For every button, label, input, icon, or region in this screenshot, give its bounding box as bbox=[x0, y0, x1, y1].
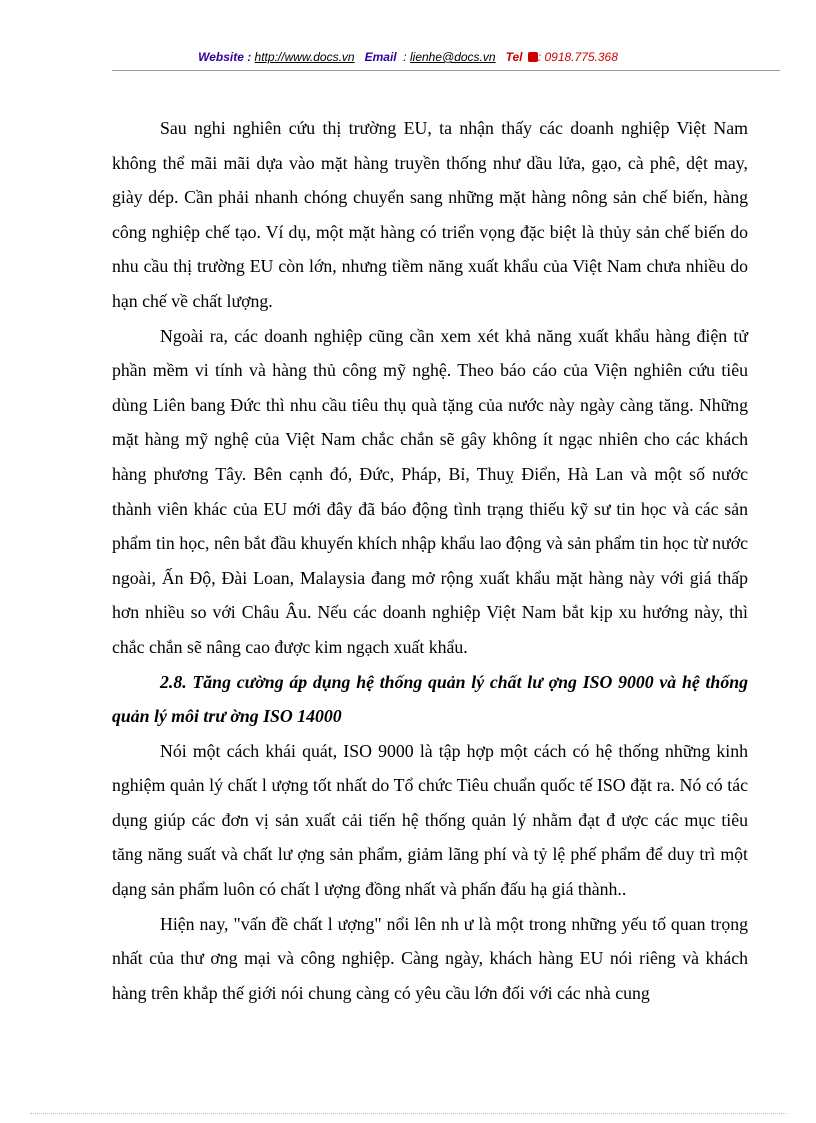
footer-divider bbox=[30, 1113, 786, 1114]
website-label: Website : bbox=[198, 50, 252, 64]
email-separator: : bbox=[403, 50, 407, 64]
section-heading-2-8: 2.8. Tăng cường áp dụng hệ thống quản lý chất lư ợng ISO 9000 và hệ thống quản lý môi trư ờng ISO 14000 bbox=[112, 671, 748, 727]
header-divider bbox=[112, 70, 780, 71]
email-link[interactable]: lienhe@docs.vn bbox=[409, 50, 496, 64]
email-label: Email bbox=[364, 50, 397, 64]
tel-number: : 0918.775.368 bbox=[537, 50, 618, 64]
page-header bbox=[0, 50, 816, 64]
telephone-icon bbox=[528, 52, 538, 62]
paragraph-iso-9000: Nói một cách khái quát, ISO 9000 là tập hợp một cách có hệ thống những kinh nghiệm quản lý chất l ượng tốt nhất do Tổ chức Tiêu chuẩn quốc tế ISO đặt ra. Nó có tác dụng giúp các đơn vị sản xuất cải tiến hệ thống quản lý nhằm đạt đ ược các mục tiêu tăng năng suất và chất lư ợng sản phẩm, giảm lãng phí và tỷ lệ phế phẩm để duy trì một dạng sản phẩm luôn có chất l ượng đồng nhất và phấn đấu hạ giá thành.. bbox=[112, 740, 748, 900]
tel-label: Tel bbox=[505, 50, 523, 64]
paragraph-eu-market: Sau nghi nghiên cứu thị trường EU, ta nhận thấy các doanh nghiệp Việt Nam không thể mãi mãi dựa vào mặt hàng truyền thống như dầu lửa, gạo, cà phê, dệt may, giày dép. Cần phải nhanh chóng chuyển sang những mặt hàng nông sản chế biến, hàng công nghiệp chế tạo. Ví dụ, một mặt hàng có triển vọng đặc biệt là thủy sản chế biến do nhu cầu thị trường EU còn lớn, nhưng tiềm năng xuất khẩu của Việt Nam chưa nhiều do hạn chế về chất lượng. bbox=[112, 118, 748, 311]
website-link[interactable]: http://www.docs.vn bbox=[254, 50, 355, 64]
document-body bbox=[112, 111, 748, 1010]
paragraph-electronics-handicraft: Ngoài ra, các doanh nghiệp cũng cần xem xét khả năng xuất khẩu hàng điện tử phần mềm vi tính và hàng thủ công mỹ nghệ. Theo báo cáo của Viện nghiên cứu tiêu dùng Liên bang Đức thì nhu cầu tiêu thụ quà tặng của nước này ngày càng tăng. Những mặt hàng mỹ nghệ của Việt Nam chắc chắn sẽ gây không ít ngạc nhiên cho các khách hàng phương Tây. Bên cạnh đó, Đức, Pháp, Bỉ, Thuỵ Điển, Hà Lan và một số nước thành viên khác của EU mới đây đã báo động tình trạng thiếu kỹ sư tin học và các sản phẩm tin học, nên bắt đầu khuyến khích nhập khẩu lao động và sản phẩm tin học từ nước ngoài, Ấn Độ, Đài Loan, Malaysia đang mở rộng xuất khẩu mặt hàng này với giá thấp hơn nhiều so với Châu Âu. Nếu các doanh nghiệp Việt Nam bắt kịp xu hướng này, thì chắc chắn sẽ nâng cao được kim ngạch xuất khẩu. bbox=[112, 325, 748, 657]
paragraph-quality-issue: Hiện nay, "vấn đề chất l ượng" nổi lên nh ư là một trong những yếu tố quan trọng nhất của thư ơng mại và công nghiệp. Càng ngày, khách hàng EU nói riêng và khách hàng trên khắp thế giới nói chung càng có yêu cầu lớn đối với các nhà cung bbox=[112, 913, 748, 1003]
